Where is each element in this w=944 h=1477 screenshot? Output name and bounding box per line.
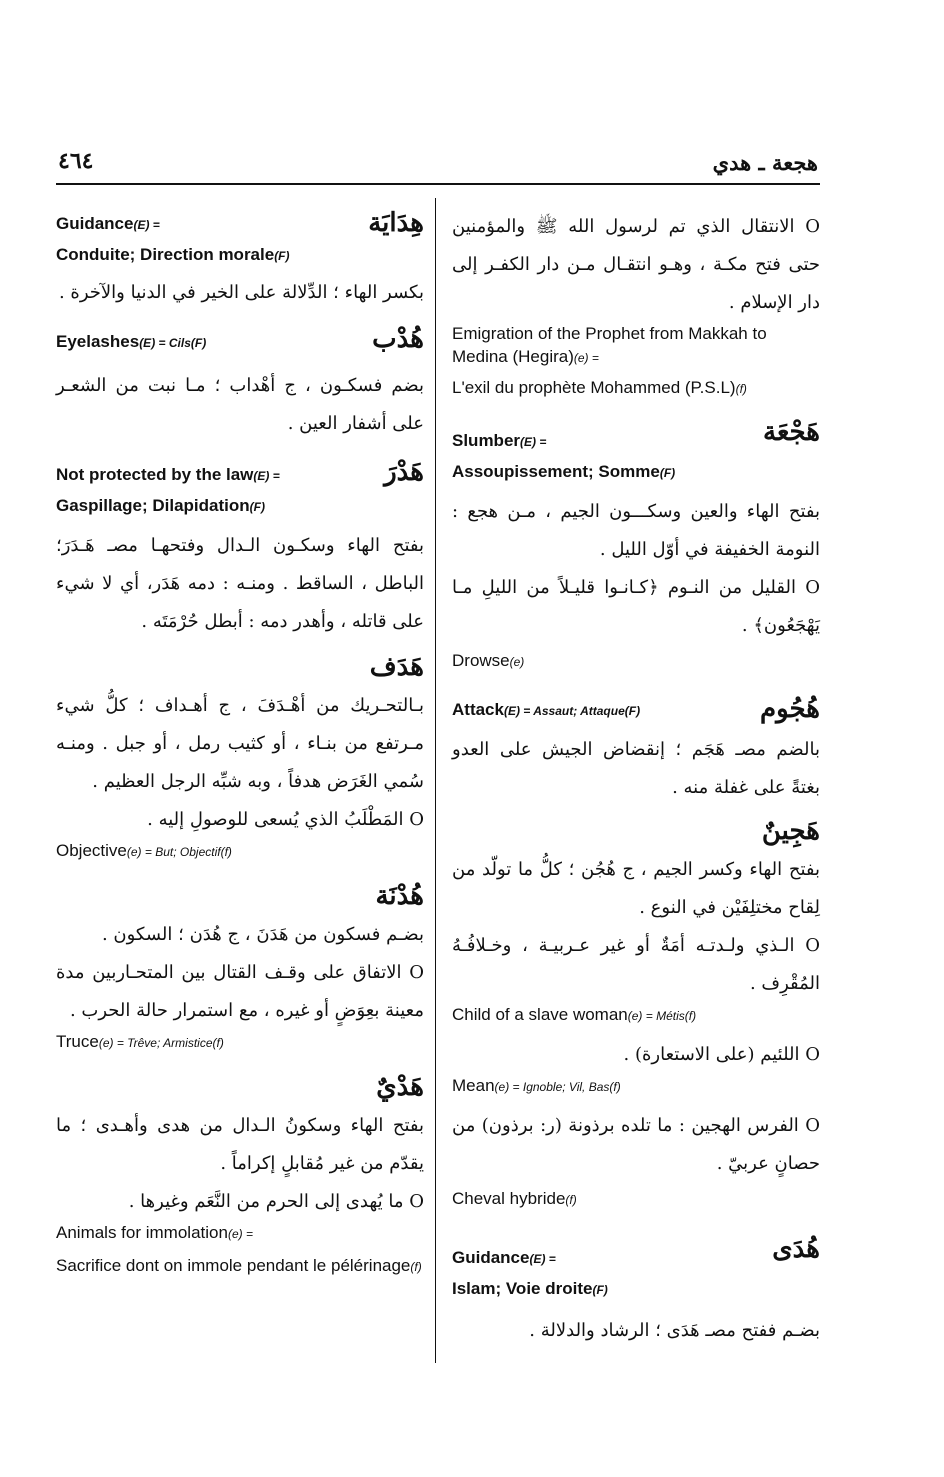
definition-ar-sense: O الاتفاق على وقـف القتال بين المتحـاربين مدة معينة بعِوَضٍ أو غيره ، مع استمرار حالة الحرب . [56, 962, 424, 1021]
definition-ar-sense: O القليل من النـوم ﴿كـانـوا قليـلاً من الليلِ مـا يَهْجَعُون﴾ . [452, 577, 820, 636]
definition-ar-sense: O المَطْلَبُ الذي يُسعى للوصولِ إليه . [147, 809, 424, 830]
headword: هُدْب [372, 324, 424, 354]
entry-hudna [56, 876, 424, 1055]
entry-hadr [56, 457, 424, 641]
translation-en: Not protected by the law(E) = [56, 465, 280, 484]
headword: هُدَى [772, 1234, 820, 1264]
translation-fr: Sacrifice dont on immole pendant le pélérinage(f) [56, 1256, 422, 1275]
entry-hady [56, 1067, 424, 1279]
entry-hajaa [452, 417, 820, 674]
right-column [452, 208, 820, 1350]
translation-fr: Conduite; Direction morale(F) [56, 245, 290, 264]
definition-ar: بكسر الهاء ؛ الدِّلالة على الخير في الدنيا والآخرة . [58, 282, 424, 303]
definition-ar-sense: O ما يُهدى إلى الحرم من النَّعَم وغيرها . [128, 1191, 424, 1212]
header-rule [56, 183, 820, 185]
entry-hujum [452, 694, 820, 807]
definition-ar: بضـم فسكون من هَدَنَ ، ج هُدَن ؛ السكون . [101, 924, 424, 945]
translation-en: Animals for immolation(e) = [56, 1223, 253, 1242]
definition-ar: بالضم مصـ هَجَم ؛ إنقضاض الجيش على العدو بغتةً على غفلة منه . [452, 739, 820, 798]
translation-en: Drowse(e) [452, 651, 525, 670]
entry-hadaf [56, 647, 424, 864]
entry-hidaya [56, 208, 424, 312]
definition-ar: O الانتقال الذي تم لرسول الله ﷺ والمؤمنين حتى فتح مكـة ، وهـو انتقـال مـن دار الكفـر إلى دار الإسلام . [452, 216, 820, 313]
translation-en: Eyelashes(E) = Cils(F) [56, 332, 207, 351]
definition-ar: بفتح الهاء وكسر الجيم ، ج هُجُن ؛ كلُّ ما تولّد من لِقاح مختلِفَيْن في النوع . [452, 859, 820, 918]
definition-ar-sense: O الـذي ولـدتـه أمَةٌ أو غير عـربيـة ، وخـلافُـهُ المُقْرِف . [452, 935, 820, 994]
translation-en: Slumber(E) = [452, 431, 547, 450]
entry-huda [452, 1234, 820, 1350]
headword: هُدْنَة [375, 881, 424, 911]
headword: هَجِينٌ [761, 816, 820, 846]
translation-fr: Gaspillage; Dilapidation(F) [56, 496, 265, 515]
column-divider [435, 198, 436, 1363]
definition-ar-sense: O اللئيم (على الاستعارة) . [623, 1044, 820, 1065]
entry-hudb [56, 324, 424, 443]
translation-fr: L'exil du prophète Mohammed (P.S.L)(f) [452, 378, 747, 397]
translation-fr: Cheval hybride(f) [452, 1189, 577, 1208]
translation-en: Emigration of the Prophet from Makkah to Medina (Hegira)(e) = [452, 324, 767, 366]
translation-en: Objective(e) = But; Objectif(f) [56, 841, 232, 860]
definition-ar: بضـم ففتح مصـ هَدَى ؛ الرشاد والدلالة . [529, 1320, 820, 1341]
translation-en: Mean(e) = Ignoble; Vil, Bas(f) [452, 1076, 621, 1095]
headword: هُجُوم [759, 694, 820, 724]
headword: هَدْيٌ [376, 1072, 424, 1102]
entry-hijra-continued [452, 208, 820, 401]
definition-ar: بـالتحـريك من أهْـدَفَ ، ج أهـداف ؛ كلُّ شيء مـرتفع من بنـاء ، أو كثيب رمل ، أو جبل . ومنـه سُمي الغَرَض هدفاً ، وبه شبِّه الرجل العظيم . [56, 695, 424, 792]
translation-fr: Assoupissement; Somme(F) [452, 462, 676, 481]
translation-en: Child of a slave woman(e) = Métis(f) [452, 1005, 697, 1024]
translation-en: Guidance(E) = [56, 214, 160, 233]
headword: هَجْعَة [763, 417, 820, 447]
translation-en: Attack(E) = Assaut; Attaque(F) [452, 700, 641, 719]
left-column [56, 208, 424, 1279]
translation-fr: Islam; Voie droite(F) [452, 1279, 608, 1298]
definition-ar: بفتح الهاء وسكـون الـدال وفتحهـا مصـ هَـدَرَ؛ الباطل ، الساقط . ومنـه : دمه هَدَر، أي لا شيء على قاتله ، وأهدر دمه : أبطل حُرْمَتَه . [56, 535, 424, 632]
definition-ar: بفتح الهاء والعين وسكـــون الجيم ، مـن هجع : النومة الخفيفة في أوّل الليل . [452, 501, 820, 560]
headword: هَدْرَ [384, 457, 424, 487]
headword: هَدَف [369, 652, 424, 682]
definition-ar: بفتح الهاء وسكونُ الـدال من هدى وأهـدى ؛ ما يقدّم من غير مُقابلٍ إكراماً . [56, 1115, 424, 1174]
running-head: هجعة ـ هدي [712, 150, 818, 175]
translation-en: Guidance(E) = [452, 1248, 556, 1267]
translation-en: Truce(e) = Trêve; Armistice(f) [56, 1032, 224, 1051]
entry-hajin [452, 811, 820, 1212]
page-number: ٤٦٤ [58, 148, 94, 174]
definition-ar: بضم فسكـون ، ج أهْداب ؛ مـا نبت من الشعـر على أشفار العين . [56, 375, 424, 434]
headword: هِدَايَة [368, 208, 424, 238]
definition-ar-sense: O الفرس الهجين : ما تلده برذونة (ر: برذون) من حصانٍ عربيّ . [452, 1115, 820, 1174]
